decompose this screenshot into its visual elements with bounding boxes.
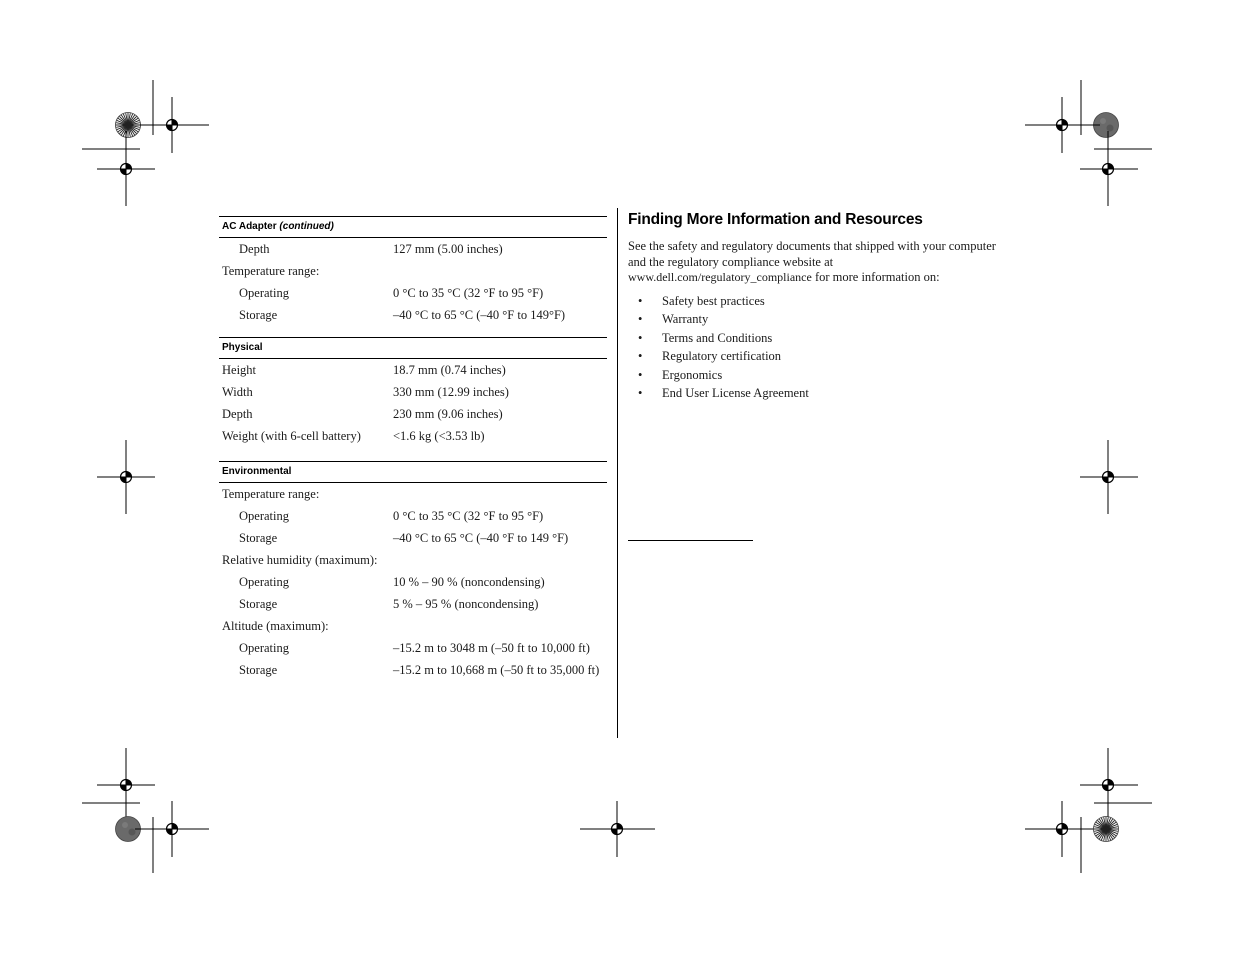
row-value: <1.6 kg (<3.53 lb) [393, 429, 485, 443]
table-row [219, 637, 607, 659]
environmental-section [219, 461, 607, 681]
row-label: Storage [239, 531, 278, 545]
physical-section [219, 337, 607, 447]
row-value: 18.7 mm (0.74 inches) [393, 363, 506, 377]
registration-mark-top-right-h [1025, 97, 1100, 153]
column-divider [617, 208, 618, 738]
bullet-icon: • [638, 367, 643, 382]
registration-mark-top-right-v [1080, 131, 1138, 206]
row-label: Temperature range: [222, 487, 320, 501]
intro-tail: for more information on: [811, 270, 940, 284]
environmental-header: Environmental [219, 461, 607, 483]
list-item: • Ergonomics [628, 366, 1028, 385]
registration-mark-top-left-h [135, 97, 209, 153]
table-row [219, 282, 607, 304]
row-label: Operating [239, 641, 289, 655]
registration-mark-top-left-v [97, 131, 155, 206]
bullet-icon: • [638, 330, 643, 345]
ac-adapter-rows [219, 238, 607, 326]
list-item: • Regulatory certification [628, 347, 1028, 366]
row-value: 5 % – 95 % (noncondensing) [393, 597, 539, 611]
row-label: Height [222, 363, 257, 377]
ac-adapter-header [219, 216, 607, 238]
table-row [219, 593, 607, 615]
table-row [219, 527, 607, 549]
table-row [219, 403, 607, 425]
row-value: –15.2 m to 10,668 m (–50 ft to 35,000 ft) [393, 663, 600, 677]
registration-mark-mid-left [97, 440, 155, 514]
registration-mark-bottom-left-v [97, 748, 155, 823]
environmental-rows [219, 483, 607, 681]
table-row [219, 381, 607, 403]
row-label: Operating [239, 509, 289, 523]
row-label: Operating [239, 575, 289, 589]
row-value: 0 °C to 35 °C (32 °F to 95 °F) [393, 286, 544, 300]
table-row [219, 304, 607, 326]
table-row [219, 571, 607, 593]
physical-header: Physical [219, 337, 607, 359]
registration-mark-bottom-center [580, 801, 655, 857]
table-row [219, 659, 607, 681]
resources-title: Finding More Information and Resources [628, 211, 923, 228]
row-label: Weight (with 6-cell battery) [222, 429, 361, 443]
bullet-icon: • [638, 293, 643, 308]
row-label: Operating [239, 286, 289, 300]
row-label: Temperature range: [222, 264, 320, 278]
star-target-bottom-right [1094, 817, 1119, 842]
table-row [219, 238, 607, 260]
intro-line-2: and the regulatory compliance website at [628, 254, 834, 269]
list-item: • Warranty [628, 310, 1028, 329]
row-label: Altitude (maximum): [222, 619, 329, 633]
footnote-rule [628, 540, 753, 541]
registration-mark-bottom-left-h [135, 801, 209, 857]
table-row [219, 425, 607, 447]
list-item: • Safety best practices [628, 292, 1028, 311]
row-label: Depth [222, 407, 253, 421]
resources-section [628, 211, 1028, 403]
registration-mark-bottom-right-v [1080, 748, 1138, 823]
row-value: 330 mm (12.99 inches) [393, 385, 509, 399]
registration-mark-mid-right [1080, 440, 1138, 514]
list-item: • Terms and Conditions [628, 329, 1028, 348]
table-row [219, 483, 607, 505]
intro-line-3 [628, 270, 1028, 286]
table-row [219, 359, 607, 381]
ac-adapter-title: AC Adapter [222, 221, 277, 232]
bullet-icon: • [638, 386, 643, 401]
row-label: Relative humidity (maximum): [222, 553, 378, 567]
row-label: Storage [239, 308, 278, 322]
row-value: –15.2 m to 3048 m (–50 ft to 10,000 ft) [393, 641, 590, 655]
row-value: 127 mm (5.00 inches) [393, 242, 503, 256]
list-item: • End User License Agreement [628, 384, 1028, 403]
ac-adapter-section [219, 216, 607, 326]
row-label: Storage [239, 597, 278, 611]
row-value: 230 mm (9.06 inches) [393, 407, 503, 421]
row-value: –40 °C to 65 °C (–40 °F to 149 °F) [393, 531, 569, 545]
row-value: 10 % – 90 % (noncondensing) [393, 575, 545, 589]
regulatory-url[interactable]: www.dell.com/regulatory_compliance [628, 270, 812, 284]
bullet-icon: • [638, 349, 643, 364]
row-label: Storage [239, 663, 278, 677]
row-value: –40 °C to 65 °C (–40 °F to 149°F) [393, 308, 566, 322]
registration-mark-bottom-right-h [1025, 801, 1100, 857]
table-row [219, 615, 607, 637]
row-value: 0 °C to 35 °C (32 °F to 95 °F) [393, 509, 544, 523]
intro-line-1: See the safety and regulatory documents that shipped with your computer [628, 239, 996, 253]
ac-adapter-title-note: (continued) [279, 221, 334, 232]
table-row [219, 549, 607, 571]
resources-list [628, 292, 1028, 404]
physical-rows [219, 359, 607, 447]
bullet-icon: • [638, 312, 643, 327]
row-label: Width [222, 385, 253, 399]
table-row [219, 505, 607, 527]
table-row [219, 260, 607, 282]
resources-intro [628, 239, 1028, 286]
row-label: Depth [239, 242, 270, 256]
